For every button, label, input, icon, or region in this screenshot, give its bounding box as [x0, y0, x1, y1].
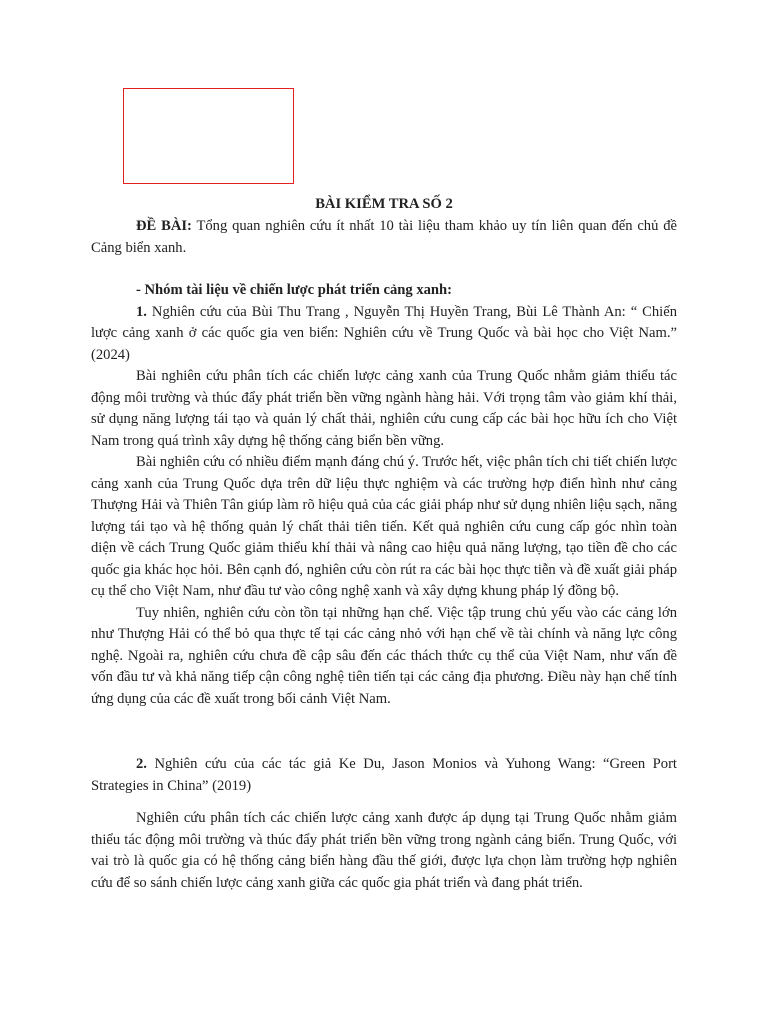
- study1-paragraph-2: Bài nghiên cứu có nhiều điểm mạnh đáng chú ý. Trước hết, việc phân tích chi tiết chiến lược cảng xanh của Trung Quốc dựa trên dữ liệu thực nghiệm và các trường hợp điển hình như cảng Thượng Hải và Thiên Tân giúp làm rõ hiệu quả của các giải pháp như sử dụng nhiên liệu sạch, năng lượng tái tạo và hệ thống quản lý chất thải tiên tiến. Kết quả nghiên cứu cung cấp góc nhìn toàn diện về cách Trung Quốc giảm thiểu khí thải và nâng cao hiệu quả năng lượng, tạo tiền đề cho các quốc gia khác học hỏi. Bên cạnh đó, nghiên cứu còn rút ra các bài học thực tiễn và đề xuất giải pháp cụ thể cho Việt Nam, như đầu tư vào công nghệ xanh và xây dựng khung pháp lý đồng bộ.: [91, 454, 677, 599]
- study2-number: 2.: [136, 756, 147, 772]
- document-title: BÀI KIỂM TRA SỐ 2: [315, 196, 453, 212]
- study1-citation-text: Nghiên cứu của Bùi Thu Trang , Nguyễn Thị Huyền Trang, Bùi Lê Thành An: “ Chiến lược cảng xanh ở các quốc gia ven biển: Nghiên cứu về Trung Quốc và bài học cho Việt Nam.” (2024): [91, 303, 677, 363]
- study1-paragraph-3: Tuy nhiên, nghiên cứu còn tồn tại những hạn chế. Việc tập trung chủ yếu vào các cảng lớn như Thượng Hải có thể bỏ qua thực tế tại các cảng nhỏ với hạn chế về tài chính và năng lực công nghệ. Ngoài ra, nghiên cứu chưa đề cập sâu đến các thách thức cụ thể của Việt Nam, như vấn đề vốn đầu tư và khả năng tiếp cận công nghệ tiên tiến tại các cảng địa phương. Điều này hạn chế tính ứng dụng của các đề xuất trong bối cảnh Việt Nam.: [91, 604, 677, 707]
- assignment-label: ĐỀ BÀI:: [136, 218, 192, 234]
- assignment-paragraph: [91, 216, 677, 259]
- group-heading: [91, 280, 677, 302]
- study2-paragraph-1: Nghiên cứu phân tích các chiến lược cảng xanh được áp dụng tại Trung Quốc nhằm giảm thiểu tác động môi trường và thúc đẩy phát triển bền vững trong ngành cảng biển. Trung Quốc, với vai trò là quốc gia có hệ thống cảng biển hàng đầu thế giới, được lựa chọn làm trường hợp nghiên cứu để so sánh chiến lược cảng xanh giữa các quốc gia phát triển và đang phát triển.: [91, 810, 677, 891]
- logo-placeholder-box: [123, 88, 294, 184]
- study1-citation: [91, 302, 677, 367]
- study1-number: 1.: [136, 303, 147, 320]
- assignment-text: Tổng quan nghiên cứu ít nhất 10 tài liệu tham khảo uy tín liên quan đến chủ đề Cảng biển xanh.: [91, 218, 677, 256]
- group-heading-text: - Nhóm tài liệu về chiến lược phát triển cảng xanh:: [136, 282, 453, 298]
- study2-citation-text: Nghiên cứu của các tác giả Ke Du, Jason Monios và Yuhong Wang: “Green Port Strategies in China” (2019): [91, 756, 677, 794]
- document-body: [91, 194, 677, 894]
- study1-paragraph-1: Bài nghiên cứu phân tích các chiến lược cảng xanh của Trung Quốc nhằm giảm thiểu tác động môi trường và thúc đẩy phát triển bền vững ngành hàng hải. Với trọng tâm vào giảm khí thải, sử dụng năng lượng tái tạo và quản lý chất thải, nghiên cứu cung cấp các bài học hữu ích cho Việt Nam trong quá trình xây dựng hệ thống cảng biển bền vững.: [91, 368, 677, 449]
- study2-citation: [91, 754, 677, 797]
